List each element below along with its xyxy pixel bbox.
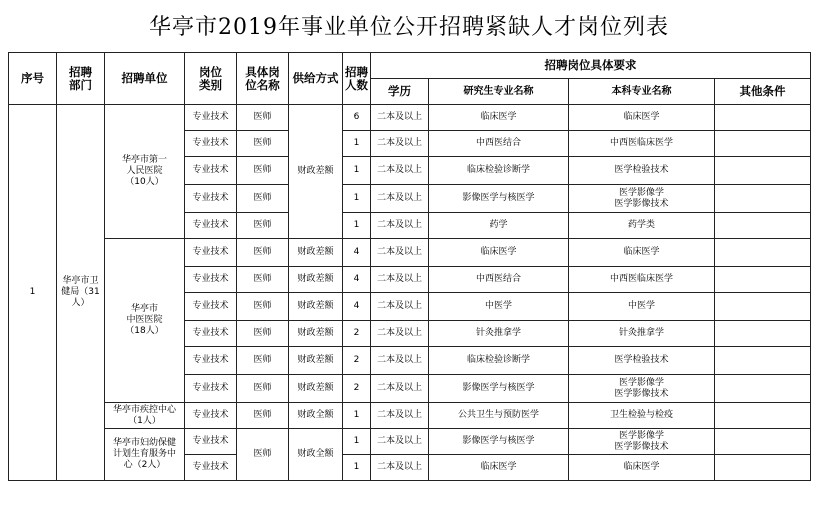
count-cell: 2 — [343, 321, 371, 347]
undergrad-major-cell: 药学类 — [569, 213, 715, 239]
grad-major-cell: 临床医学 — [429, 455, 569, 481]
category-cell: 专业技术 — [185, 375, 237, 403]
grad-major-cell: 临床检验诊断学 — [429, 347, 569, 375]
count-cell: 1 — [343, 185, 371, 213]
category-cell: 专业技术 — [185, 455, 237, 481]
other-cell — [715, 213, 811, 239]
position-cell: 医师 — [237, 429, 289, 481]
grad-major-cell: 临床医学 — [429, 239, 569, 267]
education-cell: 二本及以上 — [371, 131, 429, 157]
count-cell: 1 — [343, 131, 371, 157]
education-cell: 二本及以上 — [371, 239, 429, 267]
undergrad-major-cell: 医学影像学 医学影像技术 — [569, 185, 715, 213]
other-cell — [715, 157, 811, 185]
position-cell: 医师 — [237, 131, 289, 157]
other-cell — [715, 131, 811, 157]
unit-cell: 华亭市妇幼保健 计划生育服务中 心（2人） — [105, 429, 185, 481]
unit-cell: 华亭市 中医医院 （18人） — [105, 239, 185, 403]
other-cell — [715, 403, 811, 429]
count-cell: 2 — [343, 375, 371, 403]
table-row — [9, 429, 811, 455]
dept-cell: 华亭市卫 健局（31 人） — [57, 105, 105, 481]
position-cell: 医师 — [237, 375, 289, 403]
position-cell: 医师 — [237, 403, 289, 429]
funding-cell: 财政差额 — [289, 321, 343, 347]
undergrad-major-cell: 针灸推拿学 — [569, 321, 715, 347]
position-cell: 医师 — [237, 157, 289, 185]
funding-cell: 财政差额 — [289, 267, 343, 293]
grad-major-cell: 影像医学与核医学 — [429, 375, 569, 403]
other-cell — [715, 375, 811, 403]
category-cell: 专业技术 — [185, 213, 237, 239]
position-cell: 医师 — [237, 267, 289, 293]
education-cell: 二本及以上 — [371, 157, 429, 185]
other-cell — [715, 347, 811, 375]
category-cell: 专业技术 — [185, 321, 237, 347]
education-cell: 二本及以上 — [371, 347, 429, 375]
category-cell: 专业技术 — [185, 267, 237, 293]
grad-major-cell: 中西医结合 — [429, 267, 569, 293]
undergrad-major-cell: 中医学 — [569, 293, 715, 321]
undergrad-major-cell: 中西医临床医学 — [569, 131, 715, 157]
position-cell: 医师 — [237, 321, 289, 347]
funding-cell: 财政差额 — [289, 239, 343, 267]
education-cell: 二本及以上 — [371, 375, 429, 403]
grad-major-cell: 影像医学与核医学 — [429, 429, 569, 455]
funding-cell: 财政差额 — [289, 105, 343, 239]
funding-cell: 财政差额 — [289, 347, 343, 375]
category-cell: 专业技术 — [185, 131, 237, 157]
position-cell: 医师 — [237, 347, 289, 375]
undergrad-major-cell: 医学影像学 医学影像技术 — [569, 429, 715, 455]
grad-major-cell: 影像医学与核医学 — [429, 185, 569, 213]
other-cell — [715, 267, 811, 293]
undergrad-major-cell: 临床医学 — [569, 239, 715, 267]
education-cell: 二本及以上 — [371, 213, 429, 239]
count-cell: 2 — [343, 347, 371, 375]
count-cell: 1 — [343, 157, 371, 185]
education-cell: 二本及以上 — [371, 105, 429, 131]
category-cell: 专业技术 — [185, 347, 237, 375]
header-index: 序号 — [9, 53, 57, 105]
grad-major-cell: 中西医结合 — [429, 131, 569, 157]
funding-cell: 财政全额 — [289, 403, 343, 429]
category-cell: 专业技术 — [185, 403, 237, 429]
other-cell — [715, 455, 811, 481]
category-cell: 专业技术 — [185, 105, 237, 131]
funding-cell: 财政差额 — [289, 375, 343, 403]
other-cell — [715, 429, 811, 455]
other-cell — [715, 321, 811, 347]
category-cell: 专业技术 — [185, 185, 237, 213]
table-row — [9, 239, 811, 267]
header-funding: 供给方式 — [289, 53, 343, 105]
table-row — [9, 403, 811, 429]
unit-cell: 华亭市疾控中心 （1人） — [105, 403, 185, 429]
count-cell: 1 — [343, 429, 371, 455]
undergrad-major-cell: 临床医学 — [569, 105, 715, 131]
header-undergrad-major: 本科专业名称 — [569, 79, 715, 105]
position-cell: 医师 — [237, 293, 289, 321]
position-cell: 医师 — [237, 105, 289, 131]
page-title: 华亭市2019年事业单位公开招聘紧缺人才岗位列表 — [149, 15, 669, 40]
header-category: 岗位 类别 — [185, 53, 237, 105]
funding-cell: 财政全额 — [289, 429, 343, 481]
table-row — [9, 105, 811, 131]
recruitment-table — [8, 52, 811, 481]
funding-cell: 财政差额 — [289, 293, 343, 321]
education-cell: 二本及以上 — [371, 185, 429, 213]
count-cell: 1 — [343, 403, 371, 429]
undergrad-major-cell: 中西医临床医学 — [569, 267, 715, 293]
grad-major-cell: 针灸推拿学 — [429, 321, 569, 347]
count-cell: 4 — [343, 293, 371, 321]
category-cell: 专业技术 — [185, 429, 237, 455]
position-cell: 医师 — [237, 185, 289, 213]
header-position: 具体岗 位名称 — [237, 53, 289, 105]
undergrad-major-cell: 医学影像学 医学影像技术 — [569, 375, 715, 403]
header-count: 招聘 人数 — [343, 53, 371, 105]
header-dept: 招聘 部门 — [57, 53, 105, 105]
grad-major-cell: 临床医学 — [429, 105, 569, 131]
undergrad-major-cell: 医学检验技术 — [569, 157, 715, 185]
position-cell: 医师 — [237, 239, 289, 267]
education-cell: 二本及以上 — [371, 267, 429, 293]
count-cell: 4 — [343, 239, 371, 267]
other-cell — [715, 105, 811, 131]
table-body — [9, 105, 811, 481]
count-cell: 6 — [343, 105, 371, 131]
count-cell: 1 — [343, 213, 371, 239]
education-cell: 二本及以上 — [371, 429, 429, 455]
header-requirements: 招聘岗位具体要求 — [371, 53, 811, 79]
header-other: 其他条件 — [715, 79, 811, 105]
position-cell: 医师 — [237, 213, 289, 239]
grad-major-cell: 临床检验诊断学 — [429, 157, 569, 185]
other-cell — [715, 239, 811, 267]
education-cell: 二本及以上 — [371, 321, 429, 347]
category-cell: 专业技术 — [185, 157, 237, 185]
index-cell: 1 — [9, 105, 57, 481]
other-cell — [715, 293, 811, 321]
undergrad-major-cell: 卫生检验与检疫 — [569, 403, 715, 429]
grad-major-cell: 中医学 — [429, 293, 569, 321]
education-cell: 二本及以上 — [371, 293, 429, 321]
unit-cell: 华亭市第一 人民医院 （10人） — [105, 105, 185, 239]
undergrad-major-cell: 医学检验技术 — [569, 347, 715, 375]
count-cell: 1 — [343, 455, 371, 481]
count-cell: 4 — [343, 267, 371, 293]
category-cell: 专业技术 — [185, 293, 237, 321]
other-cell — [715, 185, 811, 213]
grad-major-cell: 公共卫生与预防医学 — [429, 403, 569, 429]
header-education: 学历 — [371, 79, 429, 105]
grad-major-cell: 药学 — [429, 213, 569, 239]
category-cell: 专业技术 — [185, 239, 237, 267]
header-unit: 招聘单位 — [105, 53, 185, 105]
education-cell: 二本及以上 — [371, 403, 429, 429]
undergrad-major-cell: 临床医学 — [569, 455, 715, 481]
education-cell: 二本及以上 — [371, 455, 429, 481]
header-grad-major: 研究生专业名称 — [429, 79, 569, 105]
